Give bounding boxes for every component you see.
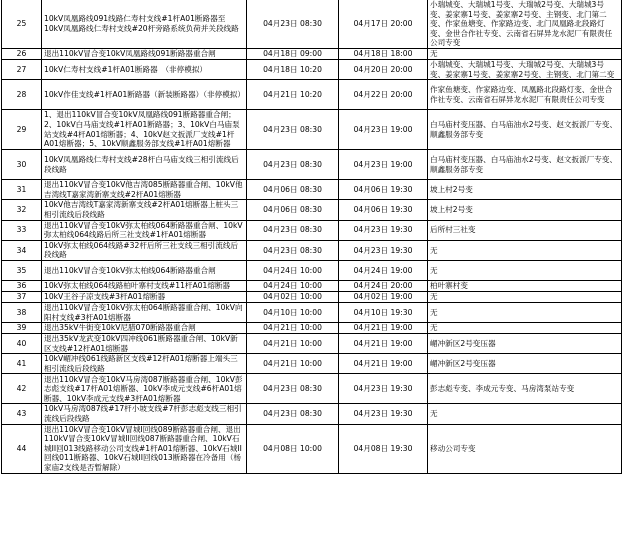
cell-outage-area-text: 嵋冲新区2号变压器	[430, 338, 496, 348]
table-row	[2, 302, 622, 322]
cell-outage-area	[428, 302, 622, 322]
cell-work-content	[42, 240, 247, 260]
cell-row-number	[2, 48, 42, 59]
cell-work-content-text: 退出35kV龙武变10kV四冲线061断路器重合闸、10kV新区支线#12杆A01熔断器	[44, 334, 238, 353]
cell-start-time	[247, 260, 339, 280]
table-row	[2, 354, 622, 374]
cell-end-time	[339, 354, 428, 374]
cell-start-time-text: 04月23日 08:30	[263, 409, 322, 419]
cell-outage-area	[428, 260, 622, 280]
cell-outage-area-text: 白马庙村变压器、白马庙油水2号变、赵文扳派厂专变、顺鑫服务部专变	[430, 120, 618, 139]
cell-row-number-text: 29	[16, 124, 27, 134]
cell-start-time-text: 04月23日 08:30	[263, 245, 322, 255]
cell-start-time	[247, 334, 339, 354]
cell-outage-area-text: 嵋冲新区2号变压器	[430, 359, 496, 369]
cell-outage-area	[428, 424, 622, 473]
cell-outage-area-text: 小瑞城变、大瑞城1号变、大瑞城2号变、大瑞城3号变、姜家寨1号变、姜家寨2号变、主钢变、北门第二变、作家鱼塘变、作家路边变、北门凤凰路北段路灯变、金世合作社专变、云南省石屏异龙水泥厂有限责任公司专变	[430, 0, 613, 48]
cell-outage-area	[428, 374, 622, 404]
cell-start-time-text: 04月21日 10:00	[263, 338, 322, 348]
cell-start-time	[247, 354, 339, 374]
cell-start-time-text: 04月23日 08:30	[263, 384, 322, 394]
cell-row-number-text: 27	[16, 64, 27, 74]
table-row	[2, 180, 622, 200]
table-row	[2, 374, 622, 404]
cell-row-number-text: 42	[16, 384, 27, 394]
cell-outage-area-text: 坡上村2号变	[430, 205, 473, 215]
cell-start-time-text: 04月21日 10:00	[263, 323, 322, 333]
cell-row-number-text: 31	[16, 184, 27, 194]
cell-start-time	[247, 424, 339, 473]
cell-end-time	[339, 302, 428, 322]
cell-work-content	[42, 280, 247, 291]
cell-work-content	[42, 150, 247, 180]
cell-outage-area	[428, 0, 622, 48]
cell-row-number-text: 34	[16, 245, 27, 255]
cell-work-content	[42, 260, 247, 280]
cell-end-time-text: 04月20日 20:00	[353, 64, 413, 74]
cell-outage-area-text: 无	[430, 49, 438, 59]
cell-outage-area-text: 无	[430, 292, 438, 302]
cell-end-time-text: 04月17日 20:00	[353, 19, 413, 29]
cell-start-time	[247, 59, 339, 79]
cell-start-time-text: 04月24日 10:00	[263, 265, 322, 275]
cell-work-content	[42, 80, 247, 110]
cell-outage-area	[428, 220, 622, 240]
cell-work-content	[42, 404, 247, 424]
cell-row-number-text: 39	[16, 323, 27, 333]
table-row	[2, 280, 622, 291]
cell-end-time	[339, 240, 428, 260]
table-row	[2, 220, 622, 240]
cell-work-content-text: 10kV王谷子凉支线#3杆A01熔断器	[44, 292, 166, 302]
cell-work-content	[42, 302, 247, 322]
cell-row-number-text: 41	[16, 359, 27, 369]
cell-outage-area	[428, 110, 622, 150]
cell-end-time-text: 04月18日 18:00	[353, 49, 413, 59]
cell-end-time-text: 04月10日 19:30	[353, 307, 413, 317]
cell-start-time-text: 04月02日 10:00	[263, 292, 322, 302]
cell-end-time-text: 04月06日 19:30	[353, 184, 413, 194]
table-row	[2, 200, 622, 220]
cell-start-time	[247, 180, 339, 200]
cell-row-number-text: 33	[16, 225, 27, 235]
cell-end-time-text: 04月23日 19:00	[353, 124, 413, 134]
cell-outage-area	[428, 180, 622, 200]
cell-start-time-text: 04月23日 08:30	[263, 225, 322, 235]
cell-start-time-text: 04月06日 08:30	[263, 184, 322, 194]
cell-outage-area-text: 无	[430, 265, 438, 275]
cell-outage-area	[428, 200, 622, 220]
cell-row-number-text: 37	[16, 292, 27, 302]
outage-schedule-table	[1, 0, 622, 474]
cell-start-time	[247, 323, 339, 334]
cell-end-time-text: 04月24日 20:00	[353, 281, 413, 291]
cell-row-number	[2, 424, 42, 473]
cell-row-number	[2, 150, 42, 180]
cell-outage-area	[428, 280, 622, 291]
cell-work-content	[42, 323, 247, 334]
cell-end-time-text: 04月24日 19:00	[353, 265, 413, 275]
cell-outage-area-text: 坡上村2号变	[430, 184, 473, 194]
cell-row-number	[2, 240, 42, 260]
cell-end-time	[339, 48, 428, 59]
cell-start-time-text: 04月18日 09:00	[263, 49, 322, 59]
cell-start-time	[247, 280, 339, 291]
cell-end-time	[339, 374, 428, 404]
table-row	[2, 110, 622, 150]
cell-row-number-text: 30	[16, 159, 27, 169]
cell-row-number-text: 35	[16, 265, 27, 275]
cell-outage-area	[428, 48, 622, 59]
table-row	[2, 260, 622, 280]
cell-work-content	[42, 48, 247, 59]
cell-end-time-text: 04月21日 19:00	[353, 323, 413, 333]
cell-end-time-text: 04月23日 19:30	[353, 225, 413, 235]
cell-work-content-text: 退出35kV牛街变10kV尼腊070断路器重合闸	[44, 323, 196, 333]
cell-start-time-text: 04月06日 08:30	[263, 205, 322, 215]
cell-start-time	[247, 48, 339, 59]
cell-start-time	[247, 0, 339, 48]
table-row	[2, 80, 622, 110]
cell-end-time-text: 04月06日 19:30	[353, 205, 413, 215]
cell-outage-area	[428, 240, 622, 260]
cell-end-time-text: 04月02日 19:00	[353, 292, 413, 302]
cell-work-content	[42, 354, 247, 374]
cell-work-content	[42, 220, 247, 240]
cell-start-time	[247, 374, 339, 404]
cell-outage-area-text: 作家鱼塘变、作家路边变、凤凰路北段路灯变、金世合作社专变、云南省石屏异龙水泥厂有限责任公司专变	[430, 85, 613, 104]
cell-row-number	[2, 291, 42, 302]
cell-outage-area-text: 无	[430, 245, 438, 255]
cell-row-number	[2, 280, 42, 291]
table-row	[2, 404, 622, 424]
cell-row-number-text: 44	[16, 443, 27, 453]
cell-work-content	[42, 374, 247, 404]
cell-work-content-text: 10kV作佳支线#1杆A01断路器（新装断路器）（非停模拟）	[44, 89, 245, 99]
cell-row-number	[2, 302, 42, 322]
cell-end-time	[339, 220, 428, 240]
cell-end-time	[339, 80, 428, 110]
cell-start-time-text: 04月21日 10:20	[263, 89, 322, 99]
cell-row-number-text: 28	[16, 89, 27, 99]
cell-outage-area-text: 移动公司专变	[430, 443, 476, 453]
cell-start-time	[247, 200, 339, 220]
cell-end-time-text: 04月08日 19:30	[353, 443, 413, 453]
cell-work-content-text: 10kV马房湾087线#17杆小坡支线#7杆彭志彪支线三相引流线后段线路	[44, 404, 242, 424]
cell-start-time	[247, 404, 339, 424]
table-body	[2, 0, 622, 473]
cell-outage-area-text: 后所村三社变	[430, 225, 476, 235]
cell-row-number	[2, 200, 42, 220]
cell-end-time	[339, 180, 428, 200]
table-row	[2, 59, 622, 79]
table-row	[2, 424, 622, 473]
cell-start-time-text: 04月08日 10:00	[263, 443, 322, 453]
cell-end-time-text: 04月21日 19:00	[353, 359, 413, 369]
cell-start-time	[247, 150, 339, 180]
cell-end-time	[339, 334, 428, 354]
cell-end-time	[339, 424, 428, 473]
cell-outage-area-text: 白马庙村变压器、白马庙油水2号变、赵文扳派厂专变、顺鑫服务部专变	[430, 155, 618, 174]
cell-row-number	[2, 404, 42, 424]
cell-end-time	[339, 291, 428, 302]
table-row	[2, 150, 622, 180]
cell-end-time	[339, 260, 428, 280]
cell-start-time	[247, 240, 339, 260]
cell-end-time-text: 04月22日 20:00	[353, 89, 413, 99]
cell-work-content-text: 退出110kV冒合变10kV凤凰路线091断路器重合闸	[44, 49, 216, 59]
cell-row-number-text: 36	[16, 281, 27, 291]
cell-outage-area	[428, 80, 622, 110]
cell-work-content-text: 退出110kV冒合变10kV弥太柏064断路器重合闸、10kV向阳村支线#3杆A01熔断器	[44, 302, 243, 322]
cell-end-time	[339, 0, 428, 48]
cell-work-content-text: 退出110kV冒合变10kV弥太柏线064断路器重合闸、10kV弥太柏线064线路后所三社支线#1杆A01熔断器	[44, 220, 243, 240]
cell-row-number-text: 32	[16, 205, 27, 215]
cell-start-time-text: 04月23日 08:30	[263, 159, 322, 169]
cell-work-content	[42, 334, 247, 354]
cell-outage-area-text: 小瑞城变、大瑞城1号变、大瑞城2号变、大瑞城3号变、姜家寨1号变、姜家寨2号变、主钢变、北门第二变	[430, 59, 615, 79]
cell-outage-area	[428, 404, 622, 424]
cell-start-time-text: 04月24日 10:00	[263, 281, 322, 291]
cell-work-content-text: 10kV弥太柏线064线路柏叶寨村支线#11杆A01熔断器	[44, 281, 231, 291]
table-row	[2, 0, 622, 48]
table-row	[2, 323, 622, 334]
cell-work-content-text: 退出110kV冒合变10kV冒城I回线089断路器重合闸、退出110kV冒合变10kV冒城II回线087断路器重合闸、10kV石城II回013线路移动公司支线#1杆A01熔断器、10kV石城II回线011断路器、10kV石城II回线013断路器在冷备用（杨家庙2支线是否暂解除）	[44, 424, 242, 473]
cell-work-content	[42, 110, 247, 150]
cell-outage-area-text: 无	[430, 323, 438, 333]
cell-work-content	[42, 200, 247, 220]
cell-work-content-text: 10kV弥太柏线064线路#32杆后所三社支线三相引流线后段线路	[44, 240, 239, 260]
cell-row-number	[2, 110, 42, 150]
cell-start-time	[247, 220, 339, 240]
cell-row-number	[2, 354, 42, 374]
table-row	[2, 334, 622, 354]
cell-row-number-text: 38	[16, 307, 27, 317]
cell-work-content-text: 1、退出110kV冒合变10kV凤凰路线091断路器重合闸；2、10kV白马庙支线#1杆A01断路器；3、10kV白马庙泵站支线#4杆A01熔断器；4、10kV赵文扳派厂支线#1杆A01熔断器；5、10kV顺鑫服务部支线#1杆A01熔断器	[44, 110, 240, 149]
cell-start-time	[247, 110, 339, 150]
cell-start-time	[247, 80, 339, 110]
cell-start-time-text: 04月23日 08:30	[263, 124, 322, 134]
cell-work-content-text: 10kV凤凰路线仁寿村支线#28杆白马庙支线三相引流线后段线路	[44, 155, 239, 174]
cell-end-time-text: 04月23日 19:00	[353, 159, 413, 169]
cell-work-content-text: 退出110kV冒合变10kV弥太柏线064断路器重合闸	[44, 265, 216, 275]
cell-work-content-text: 10kV凤凰路线091线路仁寿村支线#1杆A01断路器至10kV凤凰路线仁寿村支线#20杆旁路系统负荷并关段线路	[44, 14, 239, 33]
cell-row-number-text: 43	[16, 409, 27, 419]
cell-work-content-text: 退出110kV冒合变10kV马房湾087断路器重合闸、10kV彭志彪支线#17杆A01熔断器、10kV李成元支线#6杆A01熔断器、10kV李成元支线#3杆A01熔断器	[44, 374, 243, 403]
cell-row-number	[2, 59, 42, 79]
cell-work-content-text: 10kV仁寿村支线#1杆A01断路器 （非停模拟）	[44, 64, 208, 74]
cell-row-number-text: 40	[16, 338, 27, 348]
cell-work-content	[42, 0, 247, 48]
cell-work-content-text: 退出110kV冒合变10kV他吉湾085断路器重合闸、10kV他吉湾线T嘉家湾新寨支线#2杆A01熔断器	[44, 180, 243, 199]
cell-outage-area	[428, 59, 622, 79]
cell-row-number	[2, 0, 42, 48]
cell-end-time	[339, 200, 428, 220]
cell-row-number	[2, 80, 42, 110]
cell-row-number	[2, 334, 42, 354]
cell-outage-area	[428, 334, 622, 354]
table-row	[2, 240, 622, 260]
cell-outage-area	[428, 323, 622, 334]
cell-start-time-text: 04月18日 10:20	[263, 64, 322, 74]
cell-end-time	[339, 150, 428, 180]
cell-work-content	[42, 424, 247, 473]
cell-outage-area	[428, 291, 622, 302]
cell-row-number	[2, 374, 42, 404]
cell-row-number	[2, 323, 42, 334]
cell-outage-area-text: 柏叶寨村变	[430, 281, 468, 291]
cell-start-time	[247, 302, 339, 322]
cell-work-content	[42, 291, 247, 302]
cell-row-number	[2, 220, 42, 240]
cell-outage-area-text: 彭志彪专变、李成元专变、马房湾泵站专变	[430, 384, 575, 394]
cell-outage-area	[428, 354, 622, 374]
cell-end-time	[339, 280, 428, 291]
cell-work-content-text: 10kV他吉湾线T嘉家湾新寨支线#2杆A01熔断器上桩头三相引流线后段线路	[44, 200, 239, 219]
cell-row-number-text: 26	[16, 49, 27, 59]
cell-row-number-text: 25	[16, 19, 27, 29]
cell-work-content-text: 10kV嵋冲线061线路新区支线#12杆A01熔断器上端头三相引流线后段线路	[44, 354, 238, 373]
cell-end-time-text: 04月21日 19:00	[353, 338, 413, 348]
cell-end-time-text: 04月23日 19:30	[353, 384, 413, 394]
table-row	[2, 48, 622, 59]
cell-end-time-text: 04月23日 19:30	[353, 245, 413, 255]
cell-end-time	[339, 110, 428, 150]
cell-outage-area	[428, 150, 622, 180]
cell-row-number	[2, 180, 42, 200]
cell-outage-area-text: 无	[430, 409, 438, 419]
cell-row-number	[2, 260, 42, 280]
cell-end-time	[339, 59, 428, 79]
cell-start-time-text: 04月21日 10:00	[263, 359, 322, 369]
cell-work-content	[42, 59, 247, 79]
cell-start-time	[247, 291, 339, 302]
cell-start-time-text: 04月23日 08:30	[263, 19, 322, 29]
cell-end-time	[339, 323, 428, 334]
cell-end-time-text: 04月23日 19:30	[353, 409, 413, 419]
cell-start-time-text: 04月10日 10:00	[263, 307, 322, 317]
cell-outage-area-text: 无	[430, 307, 438, 317]
cell-end-time	[339, 404, 428, 424]
cell-work-content	[42, 180, 247, 200]
table-row	[2, 291, 622, 302]
